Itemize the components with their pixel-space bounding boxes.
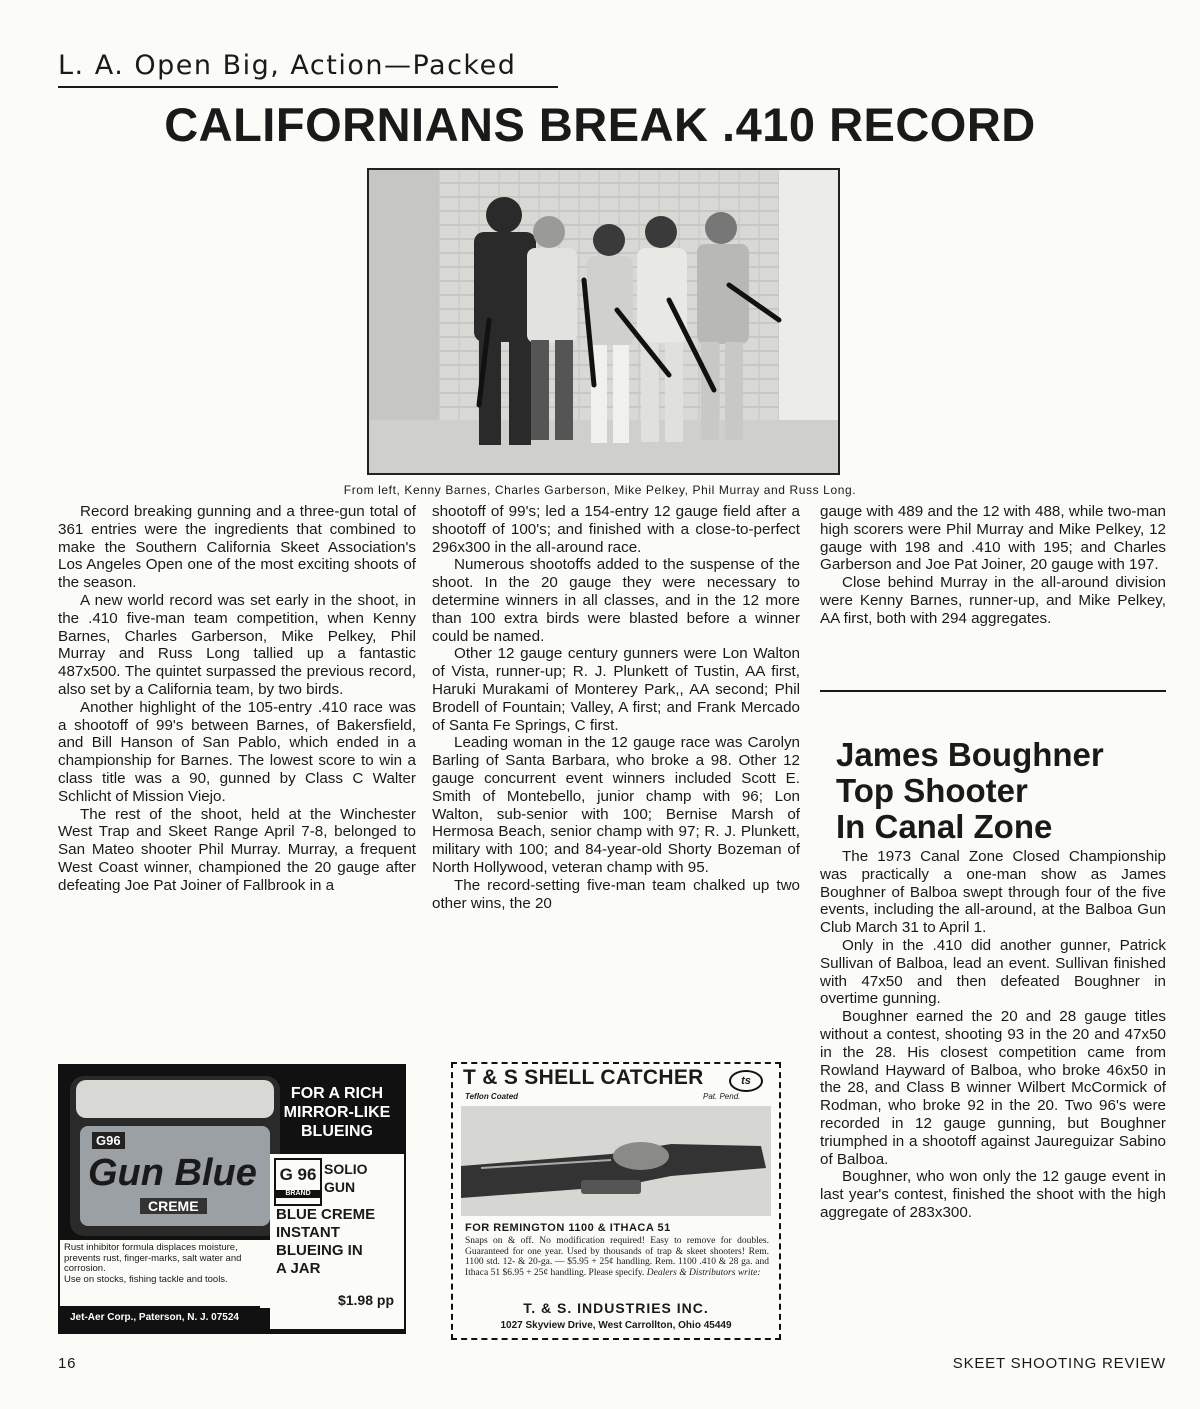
article-column-3 — [820, 503, 1166, 628]
product-line: A JAR — [276, 1260, 321, 1277]
sidebar-headline-line: James Boughner — [836, 736, 1104, 773]
sidebar-body — [820, 848, 1166, 1222]
ad-company: Jet-Aer Corp., Paterson, N. J. 07524 — [70, 1312, 239, 1323]
ad-address: 1027 Skyview Drive, West Carrollton, Ohio 45449 — [500, 1320, 732, 1331]
ad-company: T. & S. INDUSTRIES INC. — [523, 1300, 709, 1316]
paragraph: The record-setting five-man team chalked up two other wins, the 20 — [432, 876, 800, 912]
logo-num: G 96 — [279, 1165, 317, 1184]
ad-shell-catcher — [451, 1062, 781, 1340]
jar-label — [80, 1126, 270, 1226]
jar-image — [70, 1076, 280, 1236]
tagline-line: FOR A RICH — [290, 1085, 384, 1102]
patent-label: Pat. Pend. — [703, 1092, 741, 1101]
shotgun-illustration — [461, 1106, 771, 1216]
article-column-2 — [432, 503, 800, 912]
paragraph: shootoff of 99's; led a 154-entry 12 gauge field after a shootoff of 100's; and finished with a close-to-perfect 296x300 in the all-around race. — [432, 503, 800, 556]
paragraph: The 1973 Canal Zone Closed Championship was practically a one-man show as James Boughner of Balboa swept through four of the five events, including the all-around, at the Balboa Gun Club March 31 to April 1. — [820, 848, 1166, 937]
ad-body — [465, 1236, 769, 1278]
section-divider — [820, 690, 1166, 692]
tagline-line: MIRROR-LIKE — [283, 1104, 391, 1121]
ad-title: T & S SHELL CATCHER — [463, 1066, 704, 1089]
product-line: GUN — [324, 1179, 356, 1195]
paragraph: Another highlight of the 105-entry .410 race was a shootoff of 99's between Barnes, of Bakersfield, and Bill Hanson of San Pablo, which ended in a championship for Barnes. The lowest score to win a class title was a 90, gunned by Class C Walter Schlicht of Mission Viejo. — [58, 698, 416, 805]
kicker: L. A. Open Big, Action—Packed — [58, 50, 517, 81]
tagline-line: BLUEING — [301, 1123, 373, 1140]
blurb-text: Rust inhibitor formula displaces moisture, prevents rust, finger-marks, salt water and corrosion. — [64, 1242, 242, 1274]
ts-logo-icon: ts — [729, 1070, 763, 1092]
product-description — [276, 1206, 375, 1278]
ad-body-text: Snaps on & off. No modification required! Easy to remove for doubles. Guaranteed for one year. Used by thousands of trap & skeet shooters! Rem. 1100 std. 12- & 20-ga. — $5.95 + 25¢ handling. Rem. 1100 .410 & 28 ga. and Ithaca 51 $6.95 + 25¢ handling. Please specify. — [465, 1236, 769, 1278]
product-name — [324, 1160, 368, 1196]
ad-tagline — [272, 1084, 402, 1141]
paragraph: Boughner, who won only the 12 gauge event in last year's contest, finished the shoot with the high aggregate of 283x300. — [820, 1168, 1166, 1221]
jar-name: Gun Blue — [88, 1152, 257, 1194]
paragraph: Only in the .410 did another gunner, Patrick Sullivan of Balboa, lead an event. Sullivan finished with 47x50 and then defeated Boughner in overtime gunning. — [820, 936, 1166, 1008]
sidebar-headline-line: Top Shooter — [836, 772, 1028, 809]
page-number: 16 — [58, 1355, 77, 1372]
g96-logo — [274, 1158, 322, 1206]
paragraph: Close behind Murray in the all-around division were Kenny Barnes, runner-up, and Mike Pelkey, AA first, both with 294 aggregates. — [820, 574, 1166, 627]
team-photo — [367, 168, 840, 475]
product-line: BLUEING IN — [276, 1242, 363, 1259]
photo-caption: From left, Kenny Barnes, Charles Garberson, Mike Pelkey, Phil Murray and Russ Long. — [343, 483, 857, 497]
paragraph: Leading woman in the 12 gauge race was Carolyn Barling of Santa Barbara, who broke a 98. Other 12 gauge concurrent event winners included Scott E. Smith of Montebello, junior champ with 96; Lon Walton, sub-senior with 100; Bernise Marsh of Hermosa Beach, senior champ with 97; R. J. Plunkett, military with 100; and 84-year-old Shorty Bozeman of North Hollywood, veteran champ with 95. — [432, 734, 800, 876]
teflon-label: Teflon Coated — [465, 1092, 519, 1101]
paragraph: A new world record was set early in the shoot, in the .410 five-man team competition, when Kenny Barnes, Charles Garberson, Mike Pelkey, Phil Murray and Russ Long tallied up a fantastic 487x500. The quintet surpassed the previous record, also set by a California team, by two birds. — [58, 591, 416, 698]
paragraph: gauge with 489 and the 12 with 488, while two-man high scorers were Phil Murray and Mike Pelkey, 12 gauge with 198 and .410 with 195; and Charles Garberson and Joe Pat Joiner, 20 gauge with 197. — [820, 503, 1166, 574]
publication-name: SKEET SHOOTING REVIEW — [952, 1355, 1166, 1372]
ad-gun-blue — [58, 1064, 406, 1334]
product-line: BLUE CREME — [276, 1206, 376, 1223]
ad-model-line: FOR REMINGTON 1100 & ITHACA 51 — [465, 1222, 671, 1234]
blurb-text: Use on stocks, fishing tackle and tools. — [64, 1273, 228, 1285]
paragraph: Numerous shootoffs added to the suspense of the shoot. In the 20 gauge they were necessary to determine winners in all classes, and in the 12 more than 100 extra birds were blasted before a winner could be named. — [432, 556, 800, 645]
sidebar-headline — [836, 737, 1176, 845]
paragraph: The rest of the shoot, held at the Winchester West Trap and Skeet Range April 7-8, belonged to San Mateo shooter Phil Murray. Murray, a frequent West Coast winner, championed the 20 gauge after defeating Joe Pat Joiner of Fallbrook in a — [58, 805, 416, 894]
jar-brand: G96 — [92, 1132, 125, 1149]
paragraph: Boughner earned the 20 and 28 gauge titles without a contest, shooting 93 in the 20 and 47x50 in the 28. His closest competition came from Rowland Hayward of Balboa, who broke 46x50 in the 28, and Class B winner Wilbert McCormick of Rodman, who broke 92 in the 20. Two 96's were recorded in 12 gauge gunning, but Boughner triumphed in a shootoff against Jaureguizar Sabino of Balboa. — [820, 1008, 1166, 1168]
article-column-1 — [58, 503, 416, 895]
sidebar-headline-line: In Canal Zone — [836, 808, 1053, 845]
ad-price: $1.98 pp — [260, 1292, 400, 1308]
paragraph: Record breaking gunning and a three-gun total of 361 entries were the ingredients that combined to make the Southern California Skeet Association's Los Angeles Open one of the most exciting shoots of the season. — [58, 503, 416, 592]
jar-sub: CREME — [140, 1198, 207, 1214]
team-photo-drawing — [369, 170, 838, 473]
headline: CALIFORNIANS BREAK .410 RECORD — [164, 98, 1036, 151]
product-line: INSTANT — [276, 1224, 340, 1241]
logo-brand: BRAND — [276, 1190, 320, 1198]
ad-body-dealers: Dealers & Distributors write: — [646, 1267, 761, 1278]
ad-blurb — [60, 1240, 272, 1306]
jar-lid — [76, 1080, 274, 1118]
product-line: SOLIO — [324, 1161, 368, 1177]
kicker-rule — [58, 86, 558, 88]
paragraph: Other 12 gauge century gunners were Lon Walton of Vista, runner-up; R. J. Plunkett of Tustin, AA first, Haruki Murakami of Monterey Park,, AA second; Phil Brodell of Fountain; Valley, A first; and Frank Mercado of Santa Fe Springs, C first. — [432, 645, 800, 734]
